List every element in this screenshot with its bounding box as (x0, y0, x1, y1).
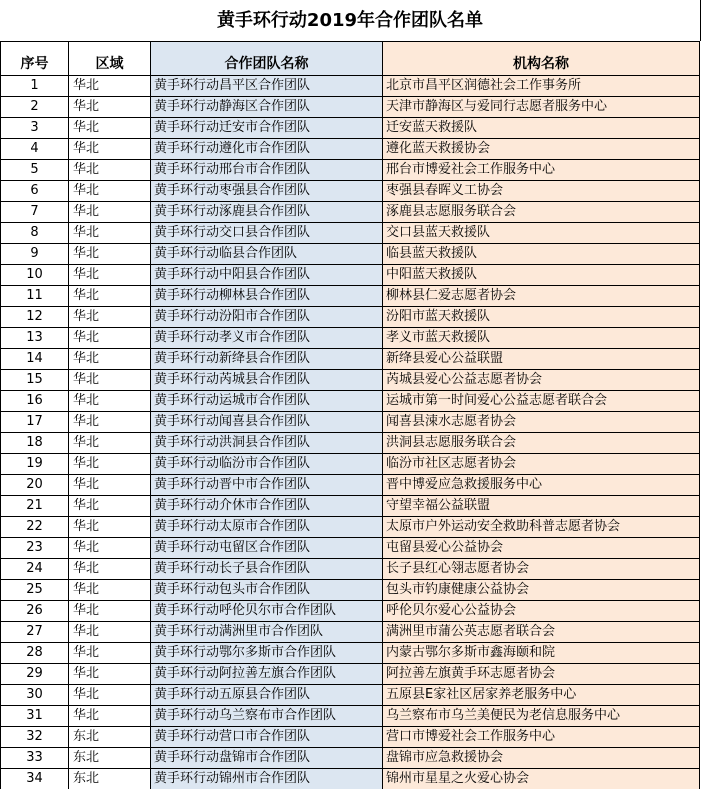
table-row (1, 223, 700, 244)
cell-org[interactable]: 晋中博爱应急救援服务中心 (383, 475, 700, 496)
cell-team[interactable]: 黄手环行动迁安市合作团队 (151, 118, 383, 139)
cell-region[interactable]: 东北 (69, 727, 151, 748)
cell-org[interactable]: 守望幸福公益联盟 (383, 496, 700, 517)
cell-no[interactable]: 2 (1, 97, 69, 118)
cell-region[interactable]: 华北 (69, 391, 151, 412)
cell-region[interactable]: 华北 (69, 202, 151, 223)
cell-org[interactable]: 芮城县爱心公益志愿者协会 (383, 370, 700, 391)
header-org[interactable]: 机构名称 (383, 42, 700, 76)
cell-org[interactable]: 新绛县爱心公益联盟 (383, 349, 700, 370)
table-row (1, 538, 700, 559)
cell-region[interactable]: 东北 (69, 769, 151, 789)
table-row (1, 202, 700, 223)
cell-org[interactable]: 孝义市蓝天救援队 (383, 328, 700, 349)
header-team[interactable]: 合作团队名称 (151, 42, 383, 76)
table-row (1, 370, 700, 391)
cell-no[interactable]: 20 (1, 475, 69, 496)
cell-org[interactable]: 邢台市博爱社会工作服务中心 (383, 160, 700, 181)
cell-region[interactable]: 华北 (69, 286, 151, 307)
cell-no[interactable]: 11 (1, 286, 69, 307)
cell-team[interactable]: 黄手环行动长子县合作团队 (151, 559, 383, 580)
cell-team[interactable]: 黄手环行动静海区合作团队 (151, 97, 383, 118)
table-row (1, 328, 700, 349)
cell-region[interactable]: 华北 (69, 244, 151, 265)
cell-region[interactable]: 华北 (69, 328, 151, 349)
cell-team[interactable]: 黄手环行动包头市合作团队 (151, 580, 383, 601)
table-row (1, 265, 700, 286)
cell-no[interactable]: 21 (1, 496, 69, 517)
table-row (1, 433, 700, 454)
table-row (1, 685, 700, 706)
cell-org[interactable]: 闻喜县涑水志愿者协会 (383, 412, 700, 433)
table-row (1, 244, 700, 265)
table-row (1, 139, 700, 160)
table-row (1, 412, 700, 433)
cell-team[interactable]: 黄手环行动运城市合作团队 (151, 391, 383, 412)
cell-region[interactable]: 华北 (69, 685, 151, 706)
cell-no[interactable]: 25 (1, 580, 69, 601)
cell-org[interactable]: 长子县红心翎志愿者协会 (383, 559, 700, 580)
cell-region[interactable]: 华北 (69, 517, 151, 538)
cell-region[interactable]: 华北 (69, 181, 151, 202)
cell-team[interactable]: 黄手环行动晋中市合作团队 (151, 475, 383, 496)
cell-region[interactable]: 华北 (69, 433, 151, 454)
cell-team[interactable]: 黄手环行动柳林县合作团队 (151, 286, 383, 307)
cell-org[interactable]: 枣强县春晖义工协会 (383, 181, 700, 202)
cell-no[interactable]: 3 (1, 118, 69, 139)
header-region[interactable]: 区域 (69, 42, 151, 76)
cell-team[interactable]: 黄手环行动邢台市合作团队 (151, 160, 383, 181)
table-row (1, 118, 700, 139)
cell-no[interactable]: 18 (1, 433, 69, 454)
cell-no[interactable]: 19 (1, 454, 69, 475)
cell-team[interactable]: 黄手环行动交口县合作团队 (151, 223, 383, 244)
sheet-title: 黄手环行动2019年合作团队名单 (0, 0, 701, 41)
cell-no[interactable]: 26 (1, 601, 69, 622)
cell-no[interactable]: 15 (1, 370, 69, 391)
cell-no[interactable]: 5 (1, 160, 69, 181)
cell-org[interactable]: 呼伦贝尔爱心公益协会 (383, 601, 700, 622)
cell-no[interactable]: 4 (1, 139, 69, 160)
cell-region[interactable]: 华北 (69, 496, 151, 517)
cell-org[interactable]: 乌兰察布市乌兰美便民为老信息服务中心 (383, 706, 700, 727)
cell-no[interactable]: 34 (1, 769, 69, 789)
table-row (1, 769, 700, 789)
cell-org[interactable]: 锦州市星星之火爱心协会 (383, 769, 700, 789)
cell-org[interactable]: 包头市钓康健康公益协会 (383, 580, 700, 601)
cell-region[interactable]: 华北 (69, 118, 151, 139)
cell-no[interactable]: 12 (1, 307, 69, 328)
cell-org[interactable]: 阿拉善左旗黄手环志愿者协会 (383, 664, 700, 685)
table-row (1, 454, 700, 475)
cell-org[interactable]: 柳林县仁爱志愿者协会 (383, 286, 700, 307)
table-row (1, 580, 700, 601)
team-table (0, 41, 700, 789)
table-row (1, 76, 700, 97)
cell-org[interactable]: 内蒙古鄂尔多斯市鑫海颐和院 (383, 643, 700, 664)
cell-team[interactable]: 黄手环行动五原县合作团队 (151, 685, 383, 706)
table-row (1, 349, 700, 370)
cell-team[interactable]: 黄手环行动屯留区合作团队 (151, 538, 383, 559)
cell-region[interactable]: 华北 (69, 580, 151, 601)
cell-region[interactable]: 华北 (69, 538, 151, 559)
cell-region[interactable]: 华北 (69, 76, 151, 97)
cell-team[interactable]: 黄手环行动临县合作团队 (151, 244, 383, 265)
cell-team[interactable]: 黄手环行动临汾市合作团队 (151, 454, 383, 475)
cell-no[interactable]: 29 (1, 664, 69, 685)
cell-region[interactable]: 华北 (69, 160, 151, 181)
cell-org[interactable]: 屯留县爱心公益协会 (383, 538, 700, 559)
cell-org[interactable]: 洪洞县志愿服务联合会 (383, 433, 700, 454)
table-row (1, 601, 700, 622)
table-row (1, 643, 700, 664)
cell-no[interactable]: 24 (1, 559, 69, 580)
cell-no[interactable]: 13 (1, 328, 69, 349)
table-row (1, 664, 700, 685)
cell-region[interactable]: 华北 (69, 475, 151, 496)
cell-team[interactable]: 黄手环行动满洲里市合作团队 (151, 622, 383, 643)
cell-region[interactable]: 华北 (69, 349, 151, 370)
cell-region[interactable]: 华北 (69, 139, 151, 160)
cell-no[interactable]: 17 (1, 412, 69, 433)
table-row (1, 391, 700, 412)
cell-region[interactable]: 华北 (69, 643, 151, 664)
table-row (1, 496, 700, 517)
cell-no[interactable]: 1 (1, 76, 69, 97)
table-row (1, 181, 700, 202)
cell-region[interactable]: 华北 (69, 622, 151, 643)
cell-org[interactable]: 营口市博爱社会工作服务中心 (383, 727, 700, 748)
cell-no[interactable]: 8 (1, 223, 69, 244)
table-row (1, 622, 700, 643)
cell-team[interactable]: 黄手环行动洪洞县合作团队 (151, 433, 383, 454)
cell-team[interactable]: 黄手环行动营口市合作团队 (151, 727, 383, 748)
cell-team[interactable]: 黄手环行动阿拉善左旗合作团队 (151, 664, 383, 685)
cell-team[interactable]: 黄手环行动孝义市合作团队 (151, 328, 383, 349)
cell-region[interactable]: 东北 (69, 748, 151, 769)
cell-team[interactable]: 黄手环行动介休市合作团队 (151, 496, 383, 517)
table-row (1, 160, 700, 181)
cell-region[interactable]: 华北 (69, 307, 151, 328)
cell-team[interactable]: 黄手环行动涿鹿县合作团队 (151, 202, 383, 223)
cell-no[interactable]: 14 (1, 349, 69, 370)
cell-team[interactable]: 黄手环行动锦州市合作团队 (151, 769, 383, 789)
cell-team[interactable]: 黄手环行动遵化市合作团队 (151, 139, 383, 160)
cell-team[interactable]: 黄手环行动昌平区合作团队 (151, 76, 383, 97)
cell-region[interactable]: 华北 (69, 265, 151, 286)
table-row (1, 748, 700, 769)
cell-team[interactable]: 黄手环行动闻喜县合作团队 (151, 412, 383, 433)
cell-no[interactable]: 7 (1, 202, 69, 223)
table-row (1, 97, 700, 118)
cell-org[interactable]: 五原县E家社区居家养老服务中心 (383, 685, 700, 706)
cell-region[interactable]: 华北 (69, 454, 151, 475)
cell-team[interactable]: 黄手环行动鄂尔多斯市合作团队 (151, 643, 383, 664)
cell-team[interactable]: 黄手环行动汾阳市合作团队 (151, 307, 383, 328)
cell-org[interactable]: 北京市昌平区润德社会工作事务所 (383, 76, 700, 97)
table-row (1, 475, 700, 496)
cell-no[interactable]: 10 (1, 265, 69, 286)
cell-org[interactable]: 盘锦市应急救援协会 (383, 748, 700, 769)
cell-team[interactable]: 黄手环行动新绛县合作团队 (151, 349, 383, 370)
cell-org[interactable]: 迁安蓝天救援队 (383, 118, 700, 139)
cell-org[interactable]: 涿鹿县志愿服务联合会 (383, 202, 700, 223)
cell-org[interactable]: 临汾市社区志愿者协会 (383, 454, 700, 475)
cell-region[interactable]: 华北 (69, 601, 151, 622)
cell-no[interactable]: 30 (1, 685, 69, 706)
cell-org[interactable]: 遵化蓝天救援协会 (383, 139, 700, 160)
cell-region[interactable]: 华北 (69, 370, 151, 391)
table-row (1, 559, 700, 580)
cell-no[interactable]: 31 (1, 706, 69, 727)
cell-no[interactable]: 9 (1, 244, 69, 265)
cell-org[interactable]: 交口县蓝天救援队 (383, 223, 700, 244)
cell-no[interactable]: 27 (1, 622, 69, 643)
cell-no[interactable]: 23 (1, 538, 69, 559)
cell-org[interactable]: 临县蓝天救援队 (383, 244, 700, 265)
cell-team[interactable]: 黄手环行动呼伦贝尔市合作团队 (151, 601, 383, 622)
table-row (1, 727, 700, 748)
table-row (1, 517, 700, 538)
header-no[interactable]: 序号 (1, 42, 69, 76)
cell-region[interactable]: 华北 (69, 412, 151, 433)
cell-org[interactable]: 太原市户外运动安全救助科普志愿者协会 (383, 517, 700, 538)
cell-team[interactable]: 黄手环行动乌兰察布市合作团队 (151, 706, 383, 727)
cell-no[interactable]: 16 (1, 391, 69, 412)
cell-team[interactable]: 黄手环行动太原市合作团队 (151, 517, 383, 538)
cell-no[interactable]: 6 (1, 181, 69, 202)
cell-region[interactable]: 华北 (69, 97, 151, 118)
cell-region[interactable]: 华北 (69, 559, 151, 580)
table-row (1, 286, 700, 307)
cell-no[interactable]: 33 (1, 748, 69, 769)
cell-no[interactable]: 32 (1, 727, 69, 748)
table-row (1, 307, 700, 328)
cell-region[interactable]: 华北 (69, 223, 151, 244)
cell-team[interactable]: 黄手环行动芮城县合作团队 (151, 370, 383, 391)
cell-region[interactable]: 华北 (69, 706, 151, 727)
cell-no[interactable]: 22 (1, 517, 69, 538)
cell-team[interactable]: 黄手环行动中阳县合作团队 (151, 265, 383, 286)
cell-no[interactable]: 28 (1, 643, 69, 664)
cell-org[interactable]: 汾阳市蓝天救援队 (383, 307, 700, 328)
table-body (1, 76, 700, 789)
cell-team[interactable]: 黄手环行动枣强县合作团队 (151, 181, 383, 202)
cell-org[interactable]: 运城市第一时间爱心公益志愿者联合会 (383, 391, 700, 412)
table-row (1, 706, 700, 727)
cell-org[interactable]: 天津市静海区与爱同行志愿者服务中心 (383, 97, 700, 118)
cell-org[interactable]: 满洲里市蒲公英志愿者联合会 (383, 622, 700, 643)
cell-org[interactable]: 中阳蓝天救援队 (383, 265, 700, 286)
header-row (1, 42, 700, 76)
cell-region[interactable]: 华北 (69, 664, 151, 685)
cell-team[interactable]: 黄手环行动盘锦市合作团队 (151, 748, 383, 769)
